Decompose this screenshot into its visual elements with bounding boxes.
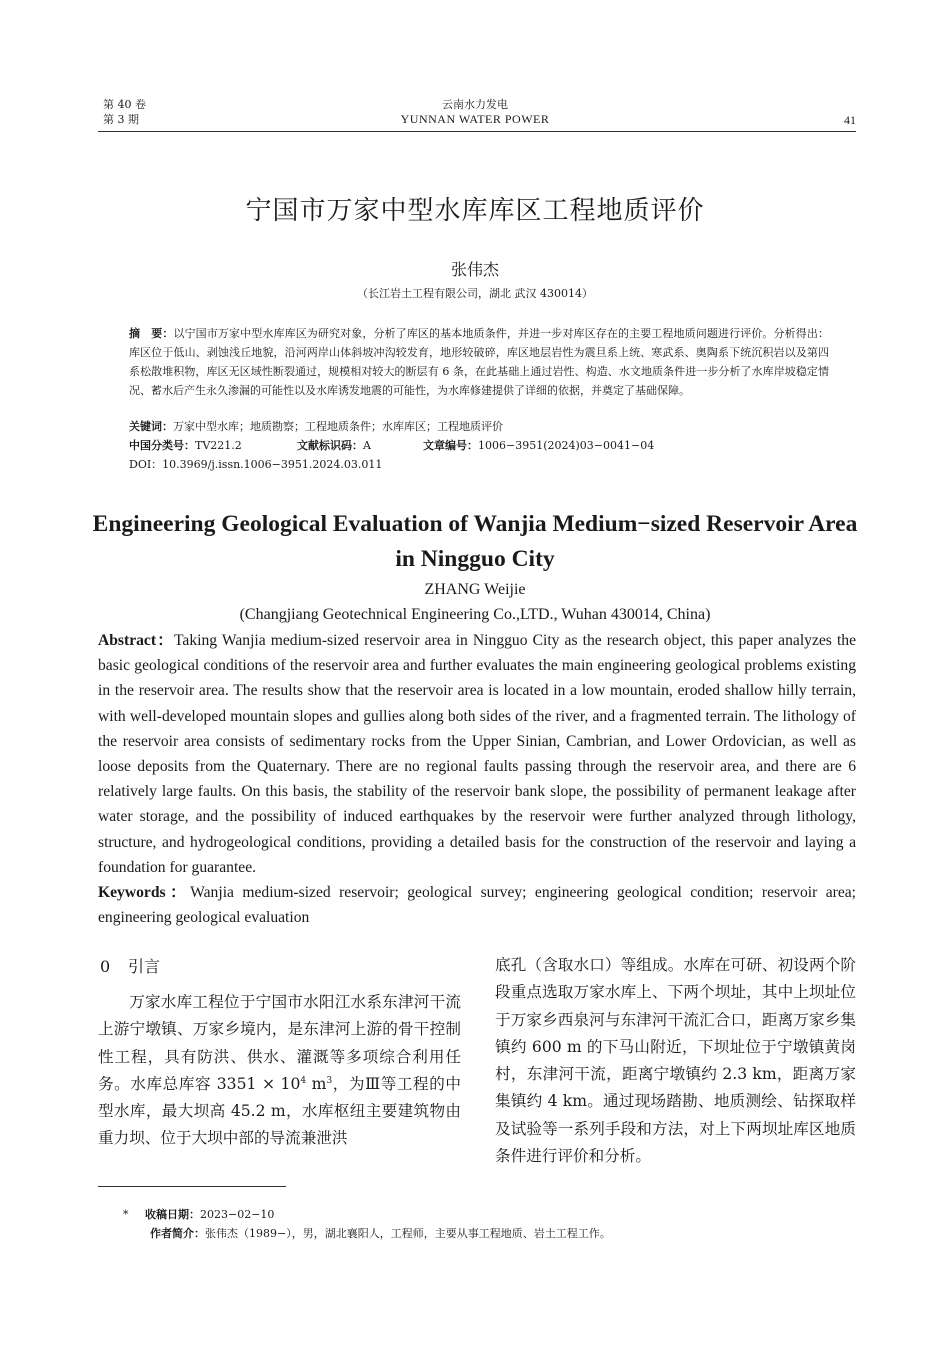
classification-row [129,436,829,455]
article-no-cell [423,436,654,455]
journal-name-cn: 云南水力发电 [442,98,508,111]
bio-value: 张伟杰（1989−），男，湖北襄阳人，工程师，主要从事工程地质、岩土工程工作。 [205,1227,611,1240]
body-paragraph-2: 底孔（含取水口）等组成。水库在可研、初设两个阶段重点选取万家水库上、下两个坝址，其中上坝址位于万家乡西泉河与东津河干流汇合口，距离万家乡集镇约 600 m 的下马山附近，下坝址位于宁墩镇黄岗村，东津河干流，距离宁墩镇约 2.3 km，距离万家集镇约 4 km。通过现场踏勘、地质测绘、钻探取样及试验等一系列手段和方法，对上下两坝址库区地质条件进行评价和分析。 [495,956,856,1166]
article-no-label: 文章编号： [423,439,478,452]
received-value: 2023−02−10 [200,1208,275,1221]
section-number: 0 [100,957,111,976]
abstract-en-text: Taking Wanjia medium-sized reservoir area in Ningguo City as the research object, this paper analyzes the basic geological conditions of the reservoir area and further evaluates the main engineering geological problems existing in the reservoir area. The results show that the reservoir area is located in a low mountain, eroded shallow hilly terrain, with well-developed mountain slopes and gullies along both sides of the river, and a fragmented terrain. The lithology of the reservoir area consists of sedimentary rocks from the Upper Sinian, Cambrian, and Lower Ordovician, as well as loose deposits from the Quaternary. There are no regional faults passing through the reservoir area, and there are 6 relatively large faults. On this basis, the stability of the reservoir bank slope, the possibility of permanent leakage after water storage, and the possibility of induced earthquakes by the reservoir were further analyzed through lithology, structure, and hydrogeological conditions, providing a detailed basis for the construction of the reservoir and laying a foundation for guarantee. [98,632,856,876]
affiliation-cn: （长江岩土工程有限公司，湖北 武汉 430014） [357,287,593,300]
exponent-3: 3 [326,1075,333,1086]
keywords-cn-label: 关键词： [129,420,173,433]
abstract-cn [129,324,829,400]
doc-code-value: A [363,439,371,452]
keywords-en-label: Keywords： [98,884,191,902]
paper-title-en [0,507,950,577]
doc-code-cell [297,436,423,455]
body-column-right [495,952,856,1170]
keywords-cn [129,417,829,436]
clc-label: 中国分类号： [129,439,195,452]
exponent-4: 4 [300,1075,307,1086]
paper-title-cn: 宁国市万家中型水库库区工程地质评价 [245,196,705,226]
abstract-en-label: Abstract： [98,632,174,649]
page-number: 41 [844,113,856,127]
abstract-cn-label: 摘 要： [129,327,174,340]
keywords-en [98,880,856,930]
journal-name [0,97,950,127]
body-paragraph-1-a: 万家水库工程位于宁国市水阳江水系东津河干流上游宁墩镇、万家乡境内，是东津河上游的骨干控制性工程，具有防洪、供水、灌溉等多项综合利用任务。水库总库容 3351 × 10 [98,993,461,1093]
footnote-star: * [123,1208,129,1221]
keywords-en-text: Wanjia medium-sized reservoir; geological survey; engineering geological condition; reservoir area; engineering geological evaluation [98,884,856,927]
keywords-cn-text: 万家中型水库；地质勘察；工程地质条件；水库库区；工程地质评价 [173,420,503,433]
article-no-value: 1006−3951(2024)03−0041−04 [478,439,655,452]
paper-title-en-line1: Engineering Geological Evaluation of Wanjia Medium−sized Reservoir Area [92,511,858,537]
issue-label: 第 3 期 [103,113,139,126]
footnote-received [123,1207,274,1223]
author-en: ZHANG Weijie [424,581,526,598]
body-paragraph-1-b: ，为Ⅲ等工程的中型水库，最大坝高 45.2 m，水库枢纽主要建筑物由重力坝、位于大坝中部的导流兼泄洪 [98,1074,461,1148]
section-title: 引言 [128,957,161,976]
header-divider [98,131,856,132]
abstract-en [98,628,856,880]
body-paragraph-1 [98,989,461,1153]
abstract-cn-text: 以宁国市万家中型水库库区为研究对象，分析了库区的基本地质条件，并进一步对库区存在的主要工程地质问题进行评价。分析得出：库区位于低山、剥蚀浅丘地貌，沿河两岸山体斜坡冲沟较发育，地形较破碎，库区地层岩性为震旦系上统、寒武系、奥陶系下统沉积岩以及第四系松散堆积物，库区无区域性断裂通过，规模相对较大的断层有 6 条，在此基础上通过岩性、构造、水文地质条件进一步分析了水库岸坡稳定情况、蓄水后产生永久渗漏的可能性以及水库诱发地震的可能性，为水库修建提供了详细的依据，并奠定了基础保障。 [129,327,829,397]
received-label: 收稿日期： [145,1208,200,1221]
doi: DOI：10.3969/j.issn.1006−3951.2024.03.011 [129,458,383,471]
paper-title-en-line2: in Ningguo City [395,546,555,572]
footnote-author-bio [150,1226,611,1242]
affiliation-en: (Changjiang Geotechnical Engineering Co.,LTD., Wuhan 430014, China) [239,606,711,623]
unit-m: m [306,1074,327,1093]
author-cn: 张伟杰 [450,260,499,279]
abstract-en-block [98,628,856,930]
bio-label: 作者简介： [150,1227,205,1240]
footnote-divider [98,1186,286,1187]
body-column-left [98,989,461,1153]
volume-label: 第 40 卷 [103,98,146,111]
journal-name-en: YUNNAN WATER POWER [400,112,550,126]
section-heading-intro [100,954,160,977]
clc-value: TV221.2 [195,439,242,452]
doc-code-label: 文献标识码： [297,439,363,452]
clc-cell [129,436,297,455]
